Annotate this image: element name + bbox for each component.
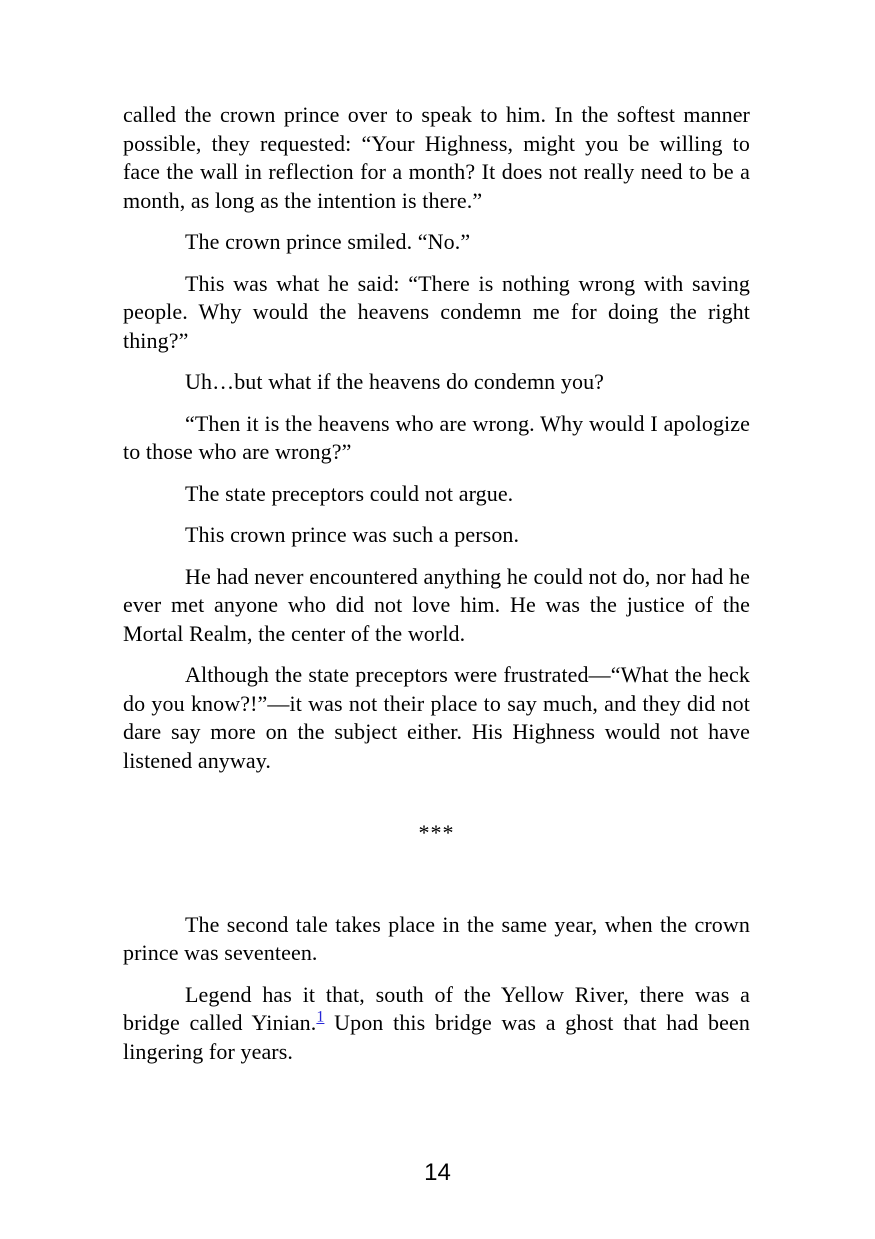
footnote-superscript xyxy=(316,1009,324,1026)
paragraph: “Then it is the heavens who are wrong. Why would I apologize to those who are wrong?” xyxy=(123,410,750,464)
paragraph: The second tale takes place in the same year, when the crown prince was seventeen. xyxy=(123,911,750,965)
paragraph: He had never encountered anything he could not do, nor had he ever met anyone who did not love him. He was the justice of the Mortal Realm, the center of the world. xyxy=(123,563,750,646)
paragraph: called the crown prince over to speak to him. In the softest manner possible, they requested: “Your Highness, might you be willing to face the wall in reflection for a month? It does not really need to be a month, as long as the intention is there.” xyxy=(123,102,750,213)
page-number: 14 xyxy=(424,1159,451,1186)
paragraph: Uh…but what if the heavens do condemn you? xyxy=(185,369,605,394)
page-text xyxy=(123,101,750,1079)
section-divider: *** xyxy=(418,820,455,845)
paragraph: Although the state preceptors were frustrated—“What the heck do you know?!”—it was not their place to say much, and they did not dare say more on the subject either. His Highness would not have listened anyway. xyxy=(123,662,750,773)
footnote-link-1[interactable]: 1 xyxy=(316,1008,325,1026)
paragraph: This crown prince was such a person. xyxy=(185,522,520,547)
paragraph: The crown prince smiled. “No.” xyxy=(185,229,471,254)
paragraph: This was what he said: “There is nothing wrong with saving people. Why would the heavens condemn me for doing the right thing?” xyxy=(123,270,750,353)
paragraph: Legend has it that, south of the Yellow River, there was a bridge called Yinian.$^1$ Upon this bridge was a ghost that had been lingering for years. xyxy=(123,981,750,1064)
paragraph: The state preceptors could not argue. xyxy=(185,480,514,506)
